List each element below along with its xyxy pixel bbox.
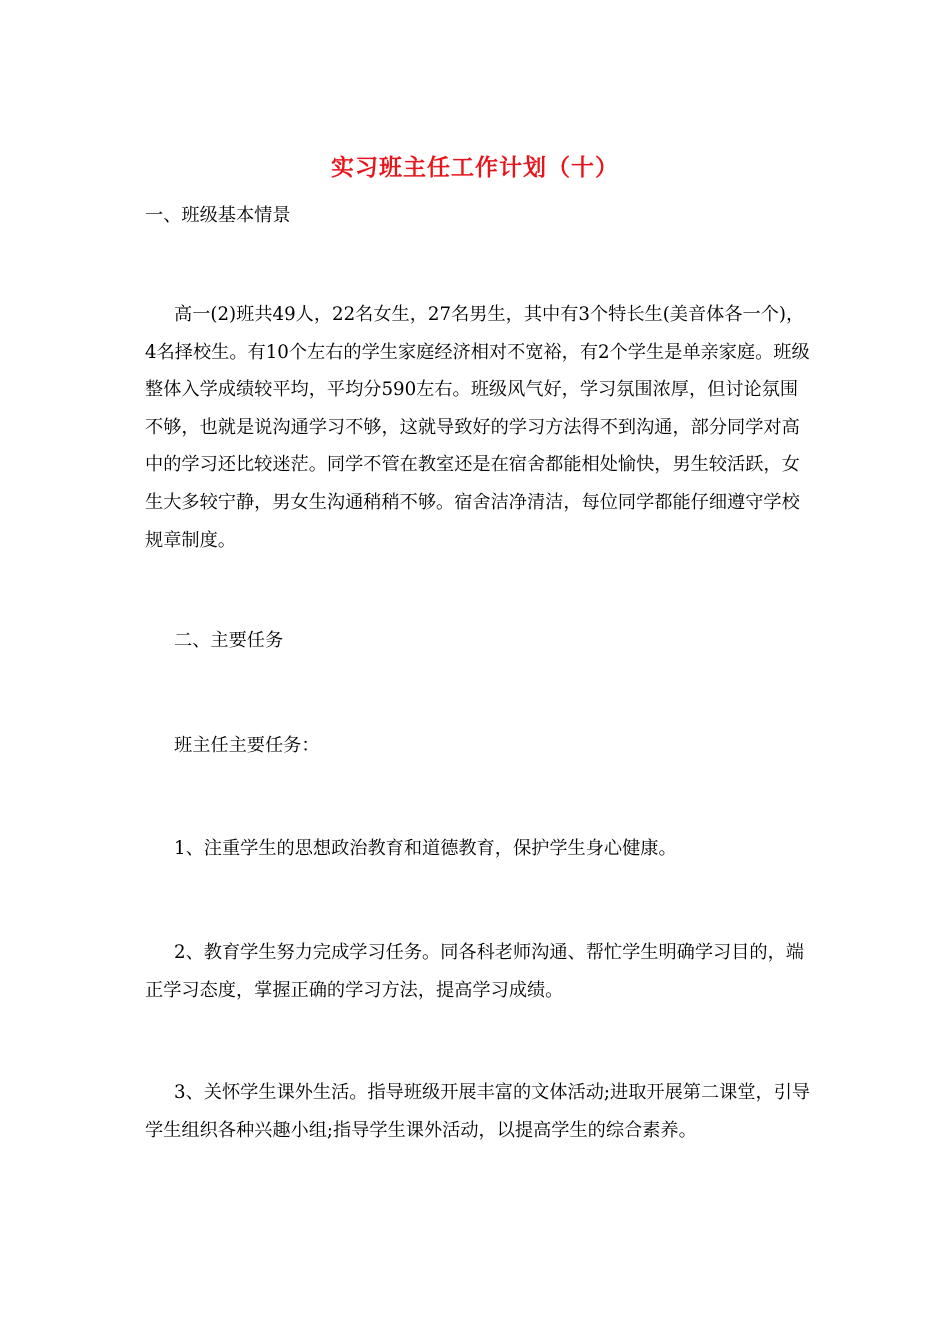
tasks-intro: 班主任主要任务：	[174, 735, 320, 756]
section-heading-main-tasks: 二、主要任务	[174, 630, 284, 651]
task-item: 3、关怀学生课外生活。指导班级开展丰富的文体活动;进取开展第二课堂，引导学生组织各种兴趣小组;指导学生课外活动，以提高学生的综合素养。	[145, 1082, 811, 1141]
section-heading-basic-situation: 一、班级基本情景	[145, 205, 291, 226]
task-item: 2、教育学生努力完成学习任务。同各科老师沟通、帮忙学生明确学习目的，端正学习态度，掌握正确的学习方法，提高学习成绩。	[145, 942, 804, 1001]
document-title: 实习班主任工作计划（十）	[331, 154, 619, 181]
task-item: 1、注重学生的思想政治教育和道德教育，保护学生身心健康。	[174, 838, 677, 859]
class-situation-paragraph: 高一(2)班共49人，22名女生，27名男生，其中有3个特长生(美音体各一个)，4名择校生。有10个左右的学生家庭经济相对不宽裕，有2个学生是单亲家庭。班级整体入学成绩较平均，平均分590左右。班级风气好，学习氛围浓厚，但讨论氛围不够，也就是说沟通学习不够，这就导致好的学习方法得不到沟通，部分同学对高中的学习还比较迷茫。同学不管在教室还是在宿舍都能相处愉快，男生较活跃，女生大多较宁静，男女生沟通稍稍不够。宿舍洁净清洁，每位同学都能仔细遵守学校规章制度。	[145, 304, 810, 551]
